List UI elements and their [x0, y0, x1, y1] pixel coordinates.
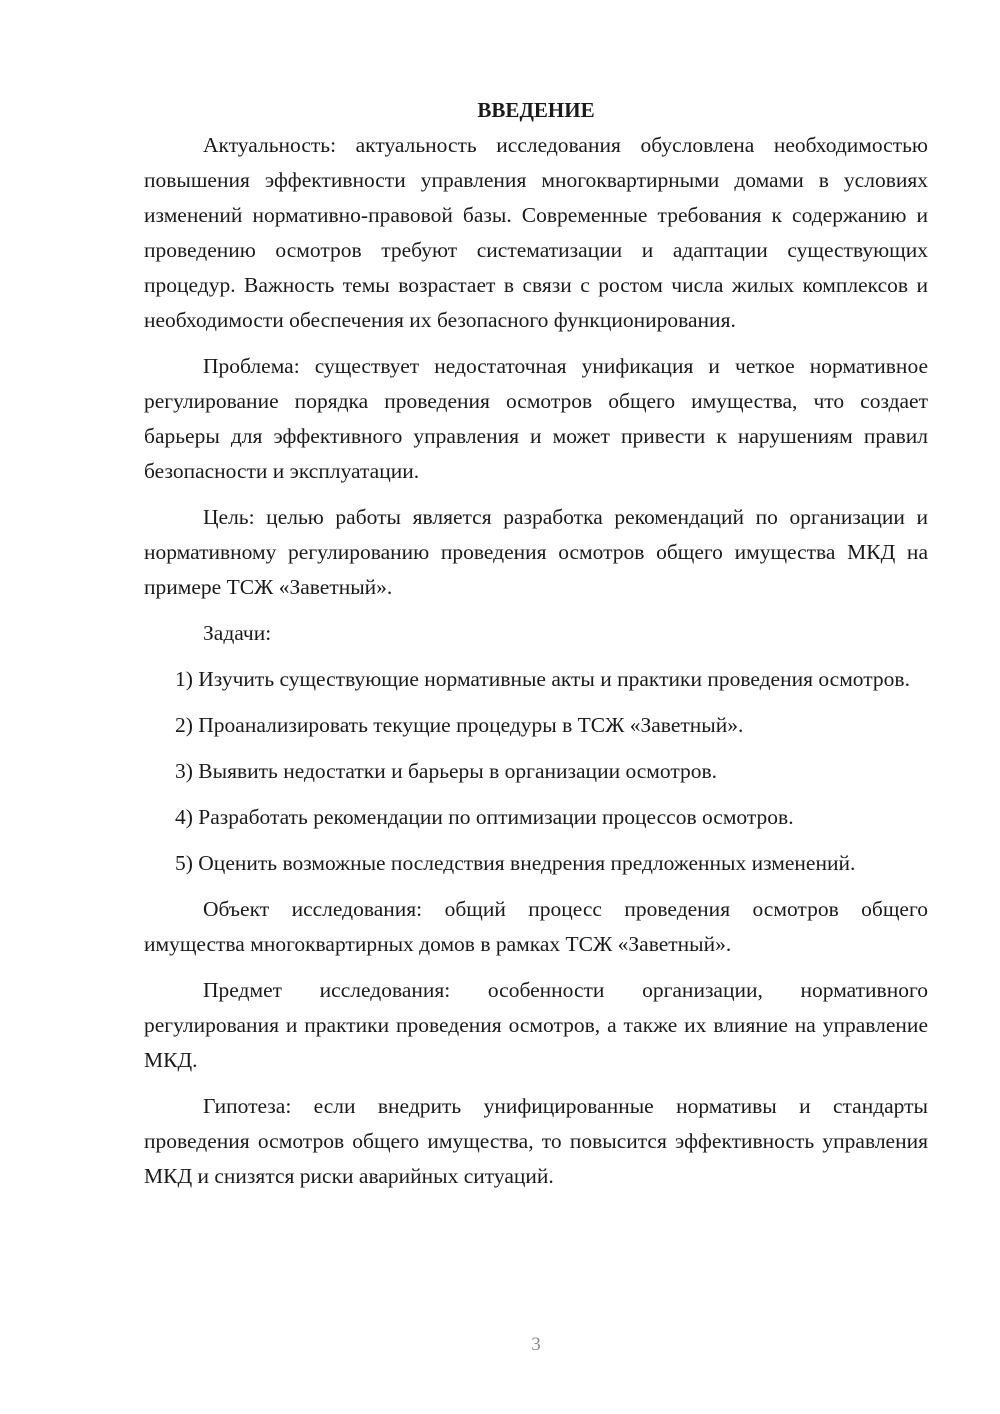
tasks-heading: Задачи: — [203, 621, 272, 645]
paragraph-object: Объект исследования: общий процесс проведения осмотров общего имущества многоквартирных домов в рамках ТСЖ «Заветный». — [144, 897, 928, 956]
task-item-4: 4) Разработать рекомендации по оптимизации процессов осмотров. — [175, 805, 794, 829]
paragraph-goal: Цель: целью работы является разработка рекомендаций по организации и нормативному регулированию проведения осмотров общего имущества МКД на примере ТСЖ «Заветный». — [144, 505, 928, 599]
task-item-2: 2) Проанализировать текущие процедуры в ТСЖ «Заветный». — [175, 713, 744, 737]
section-title: ВВЕДЕНИЕ — [477, 98, 595, 122]
task-item-1: 1) Изучить существующие нормативные акты и практики проведения осмотров. — [175, 667, 910, 691]
page-content — [144, 93, 928, 1194]
page-number: 3 — [531, 1334, 541, 1355]
paragraph-problem: Проблема: существует недостаточная унификация и четкое нормативное регулирование порядка проведения осмотров общего имущества, что создает барьеры для эффективного управления и может привести к нарушениям правил безопасности и эксплуатации. — [144, 354, 928, 483]
task-item-3: 3) Выявить недостатки и барьеры в организации осмотров. — [175, 759, 718, 783]
task-item-5: 5) Оценить возможные последствия внедрения предложенных изменений. — [175, 851, 856, 875]
paragraph-relevance: Актуальность: актуальность исследования обусловлена необходимостью повышения эффективности управления многоквартирными домами в условиях изменений нормативно-правовой базы. Современные требования к содержанию и проведению осмотров требуют систематизации и адаптации существующих процедур. Важность темы возрастает в связи с ростом числа жилых комплексов и необходимости обеспечения их безопасного функционирования. — [144, 133, 928, 332]
paragraph-hypothesis: Гипотеза: если внедрить унифицированные нормативы и стандарты проведения осмотров общего имущества, то повысится эффективность управления МКД и снизятся риски аварийных ситуаций. — [144, 1094, 928, 1188]
paragraph-subject: Предмет исследования: особенности организации, нормативного регулирования и практики проведения осмотров, а также их влияние на управление МКД. — [144, 978, 928, 1072]
